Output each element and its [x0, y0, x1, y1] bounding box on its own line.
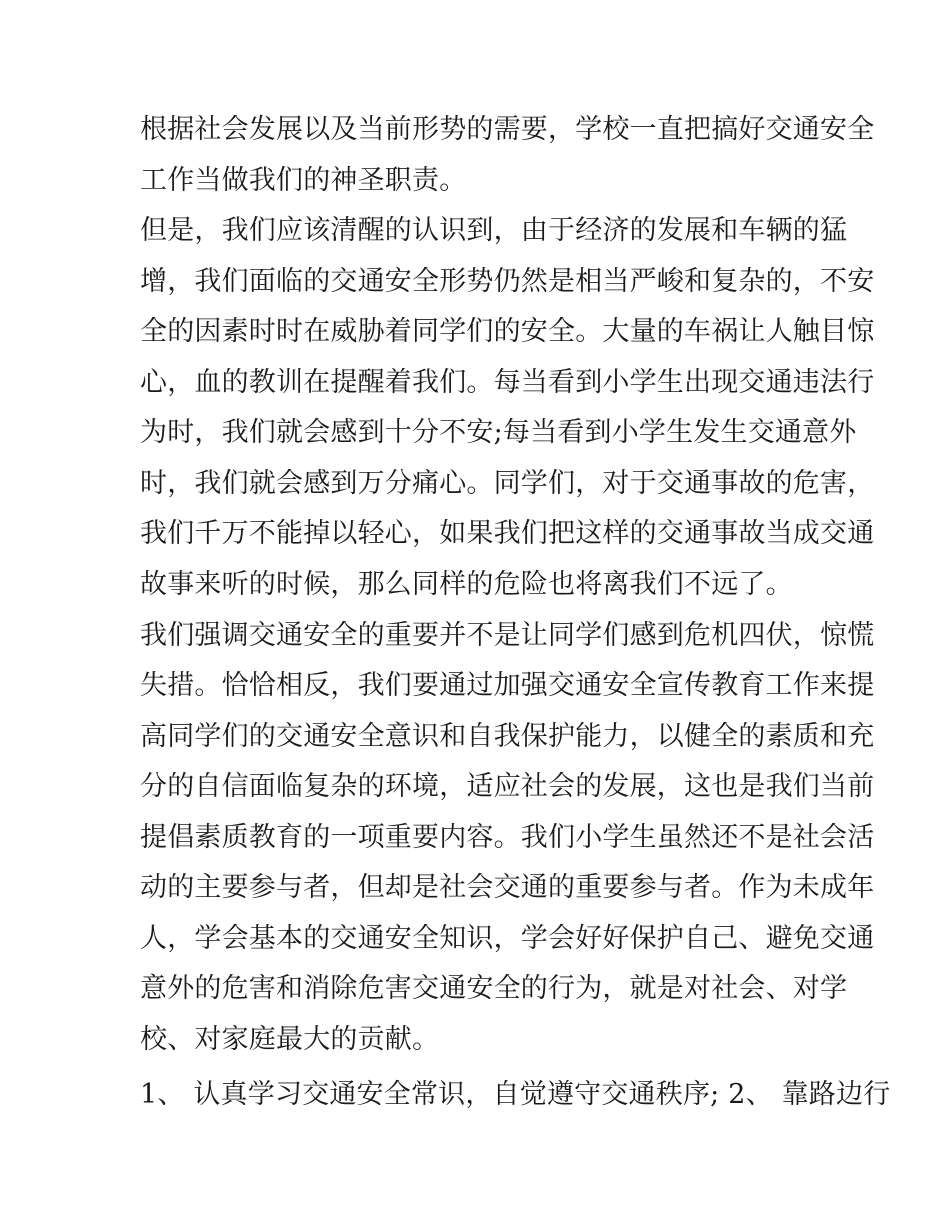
paragraph-line: 动的主要参与者，但却是社会交通的重要参与者。作为未成年: [140, 872, 875, 903]
paragraph-line: 我们强调交通安全的重要并不是让同学们感到危机四伏，惊慌: [140, 620, 875, 651]
paragraph-line: 我们千万不能掉以轻心，如果我们把这样的交通事故当成交通: [140, 518, 875, 549]
paragraph-line: 时，我们就会感到万分痛心。同学们，对于交通事故的危害，: [140, 468, 875, 499]
paragraph-line: 高同学们的交通安全意识和自我保护能力，以健全的素质和充: [140, 721, 875, 752]
paragraph-line: 意外的危害和消除危害交通安全的行为，就是对社会、对学: [140, 973, 848, 1004]
paragraph-line: 故事来听的时候，那么同样的危险也将离我们不远了。: [140, 569, 793, 600]
paragraph-line: 工作当做我们的神圣职责。: [140, 165, 467, 196]
paragraph-line: 心，血的教训在提醒着我们。每当看到小学生出现交通违法行: [140, 367, 875, 398]
paragraph-line: 增，我们面临的交通安全形势仍然是相当严峻和复杂的，不安: [140, 266, 875, 297]
paragraph-line: 根据社会发展以及当前形势的需要，学校一直把搞好交通安全: [140, 114, 875, 145]
paragraph-line: 全的因素时时在威胁着同学们的安全。大量的车祸让人触目惊: [140, 316, 875, 347]
paragraph-line: 1、 认真学习交通安全常识，自觉遵守交通秩序; 2、 靠路边行: [140, 1079, 891, 1110]
paragraph-line: 校、对家庭最大的贡献。: [140, 1024, 440, 1055]
paragraph-line: 人，学会基本的交通安全知识，学会好好保护自己、避免交通: [140, 923, 875, 954]
paragraph-line: 失措。恰恰相反，我们要通过加强交通安全宣传教育工作来提: [140, 670, 875, 701]
paragraph-line: 分的自信面临复杂的环境，适应社会的发展，这也是我们当前: [140, 771, 875, 802]
paragraph-line: 为时，我们就会感到十分不安;每当看到小学生发生交通意外: [140, 417, 857, 448]
paragraph-line: 但是，我们应该清醒的认识到，由于经济的发展和车辆的猛: [140, 215, 848, 246]
paragraph-line: 提倡素质教育的一项重要内容。我们小学生虽然还不是社会活: [140, 822, 875, 853]
